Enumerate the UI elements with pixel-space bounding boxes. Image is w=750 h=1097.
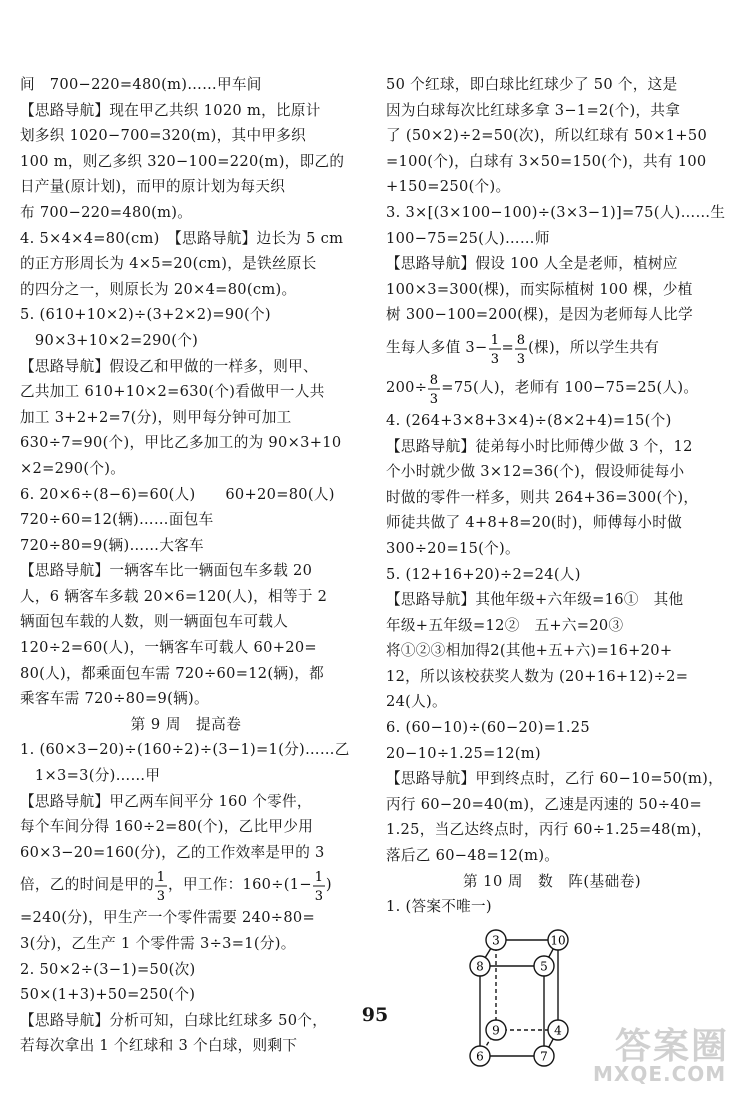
text-line: 【思路导航】甲到终点时，乙行 60−10=50(m)， — [386, 770, 724, 788]
watermark-url: MXQE.COM — [593, 1062, 727, 1086]
text-line: 【思路导航】假设乙和甲做的一样多，则甲、 — [20, 357, 318, 375]
text-line: 3(分)，乙生产 1 个零件需 3÷3=1(分)。 — [20, 935, 296, 952]
text-line: 人，6 辆客车多载 20×6=120(人)，相等于 2 — [20, 587, 328, 605]
text-line: 树 300−100=200(棵)，是因为老师每人比学 — [386, 306, 693, 324]
cube-node-label: 8 — [476, 959, 484, 974]
text-line: 5. (12+16+20)÷2=24(人) — [386, 565, 581, 583]
frac-num: 8 — [516, 332, 526, 348]
text-line: 720÷80=9(辆)……大客车 — [20, 536, 204, 554]
text-line: 个小时就少做 3×12=36(个)，假设师徒每小 — [386, 463, 685, 481]
text-line: 了 (50×2)÷2=50(次)，所以红球有 50×1+50 — [386, 127, 708, 145]
text-line: 【思路导航】假设 100 人全是老师，植树应 — [386, 255, 678, 273]
frac-den: 3 — [430, 391, 439, 406]
text-line: 300÷20=15(个)。 — [386, 539, 520, 557]
text-line: 5. (610+10×2)÷(3+2×2)=90(个) — [20, 306, 271, 324]
fraction-eight-thirds-2 — [427, 370, 441, 406]
text-line: 落后乙 60−48=12(m)。 — [386, 847, 560, 865]
frac-den: 3 — [156, 889, 166, 904]
page-number: 95 — [361, 1004, 389, 1026]
cube-node — [486, 930, 506, 950]
fraction-one-third — [154, 867, 168, 903]
text-line: 50×(1+3)+50=250(个) — [20, 986, 196, 1004]
left-text-block-1 — [20, 72, 352, 712]
frac-den: 3 — [490, 351, 499, 366]
text-line: 630÷7=90(个)，甲比乙多加工的为 90×3+10 — [20, 434, 342, 452]
fraction-line-2: 生每人多值 3− 1 3 = 8 3 (棵)，所以学生共有 — [386, 328, 718, 368]
text-line: 100−75=25(人)……师 — [386, 229, 550, 247]
text-line: 【思路导航】分析可知，白球比红球多 50个， — [20, 1011, 328, 1029]
cube-node — [470, 1046, 490, 1066]
text-line: 4. 5×4×4=80(cm) 【思路导航】边长为 5 cm — [20, 229, 344, 247]
cube-diagram — [386, 920, 586, 1085]
text-line: 60×3−20=160(分)，乙的工作效率是甲的 3 — [20, 843, 325, 861]
text-line: 【思路导航】甲乙两车间平分 160 个零件， — [20, 792, 312, 810]
text-line: 2. 50×2÷(3−1)=50(次) — [20, 960, 196, 978]
text-line: 的正方形周长为 4×5=20(cm)，是铁丝原长 — [20, 255, 317, 273]
cube-node — [534, 1046, 554, 1066]
cube-node-label: 3 — [492, 933, 500, 948]
cube-node — [470, 956, 490, 976]
text-line: 【思路导航】徒弟每小时比师傅少做 3 个，12 — [386, 437, 693, 455]
text-line: 时做的零件一样多，则共 264+36=300(个)， — [386, 488, 699, 506]
text-line: 20−10÷1.25=12(m) — [386, 744, 541, 762]
text-line: 【思路导航】其他年级+六年级=16① 其他 — [386, 591, 684, 609]
text-line: 6. (60−10)÷(60−20)=1.25 — [386, 719, 590, 737]
text-line: 的四分之一，则原长为 20×4=80(cm)。 — [20, 280, 297, 298]
fraction-line-1: 倍，乙的时间是甲的 1 3 ，甲工作：160÷(1− 1 3 ) — [20, 865, 352, 905]
text-line: 辆面包车载的人数，则一辆面包车可载人 — [20, 613, 289, 631]
text-line: 划多织 1020−700=320(m)，其中甲多织 — [20, 127, 307, 145]
text-line: 因为白球每次比红球多拿 3−1=2(个)，共拿 — [386, 101, 681, 119]
cube-node — [534, 956, 554, 976]
cube-node-label: 9 — [492, 1023, 500, 1038]
frac-num: 1 — [490, 332, 499, 348]
frac-num: 1 — [156, 870, 166, 886]
fraction-eight-thirds — [514, 330, 528, 366]
text-line: 1. (60×3−20)÷(160÷2)÷(3−1)=1(分)……乙 — [20, 741, 350, 759]
text-line: 6. 20×6÷(8−6)=60(人) 60+20=80(人) — [20, 485, 335, 503]
left-text-block-2 — [20, 737, 352, 865]
text-line: 丙行 60−20=40(m)，乙速是丙速的 50÷40= — [386, 795, 703, 813]
text-line: 间 700−220=480(m)……甲车间 — [20, 76, 262, 93]
text-line: 4. (264+3×8+3×4)÷(8×2+4)=15(个) — [386, 411, 672, 429]
left-text-block-3 — [20, 905, 352, 1059]
frac-num: 8 — [430, 372, 439, 388]
text-line: 年级+五年级=12② 五+六=20③ — [386, 616, 624, 634]
fraction-line-3: 200÷ 8 3 =75(人)，老师有 100−75=25(人)。 — [386, 368, 718, 408]
text-line: 【思路导航】现在甲乙共织 1020 m，比原计 — [20, 101, 321, 119]
text-line: 120÷2=60(人)，一辆客车可载人 60+20= — [20, 639, 317, 657]
text-line: 80(人)，都乘面包车需 720÷60=12(辆)，都 — [20, 664, 325, 682]
text-line: ×2=290(个)。 — [20, 459, 126, 477]
cube-node-label: 10 — [550, 933, 566, 948]
text-line: 50 个红球，即白球比红球少了 50 个，这是 — [386, 76, 678, 93]
text-line: +150=250(个)。 — [386, 178, 511, 196]
frac-den: 3 — [314, 889, 324, 904]
text-line: 24(人)。 — [386, 693, 447, 711]
text-line: 师徒共做了 4+8+8=20(时)，师傅每小时做 — [386, 514, 683, 532]
text-line: 将①②③相加得2(其他+五+六)=16+20+ — [386, 642, 673, 660]
text-line: 乘客车需 720÷80=9(辆)。 — [20, 690, 209, 708]
week9-heading: 第 9 周 提高卷 — [130, 715, 242, 733]
text-line: 720÷60=12(辆)……面包车 — [20, 511, 214, 529]
text-line: 90×3+10×2=290(个) — [20, 331, 199, 349]
text-line: 每个车间分得 160÷2=80(个)，乙比甲少用 — [20, 818, 314, 836]
text-line: 日产量(原计划)，而甲的原计划为每天织 — [20, 178, 286, 196]
text-line: 【思路导航】一辆客车比一辆面包车多载 20 — [20, 562, 313, 580]
text-line: =240(分)，甲生产一个零件需要 240÷80= — [20, 909, 316, 927]
text-line: 1×3=3(分)……甲 — [20, 767, 161, 785]
left-column — [20, 72, 352, 1059]
cube-node-label: 6 — [476, 1049, 484, 1064]
text-line: 乙共加工 610+10×2=630(个)看做甲一人共 — [20, 383, 325, 401]
cube-node-label: 7 — [540, 1049, 548, 1064]
right-column — [386, 72, 726, 1085]
right-text-block-1 — [386, 72, 726, 328]
text-line: =100(个)，白球有 3×50=150(个)，共有 100 — [386, 152, 707, 170]
fraction-one-third-2 — [312, 867, 326, 903]
frac-den: 3 — [516, 351, 526, 366]
text-line: 100×3=300(棵)，而实际植树 100 棵，少植 — [386, 280, 693, 298]
watermark-logo-text: 答案圈 — [615, 1026, 730, 1067]
cube-node-label: 4 — [554, 1023, 562, 1038]
text-line: 3. 3×[(3×100−100)÷(3×3−1)]=75(人)……生 — [386, 203, 726, 221]
cube-node-label: 5 — [540, 959, 548, 974]
right-text-block-2 — [386, 408, 724, 869]
week10-heading: 第 10 周 数 阵(基础卷) — [462, 872, 642, 890]
text-line: 12，所以该校获奖人数为 (20+16+12)÷2= — [386, 667, 689, 685]
text-line: 1.25，当乙达终点时，丙行 60÷1.25=48(m)， — [386, 821, 712, 839]
watermark — [585, 1018, 745, 1088]
text-line: 布 700−220=480(m)。 — [20, 203, 193, 221]
fraction-one-third-3 — [488, 330, 502, 366]
text-line: 加工 3+2+2=7(分)，则甲每分钟可加工 — [20, 408, 292, 426]
frac-num: 1 — [314, 870, 324, 886]
text-line: 若每次拿出 1 个红球和 3 个白球，则剩下 — [20, 1037, 298, 1055]
cube-node — [548, 930, 568, 950]
q1-label: 1. (答案不唯一) — [386, 898, 492, 916]
text-line: 100 m，则乙多织 320−100=220(m)，即乙的 — [20, 152, 345, 170]
